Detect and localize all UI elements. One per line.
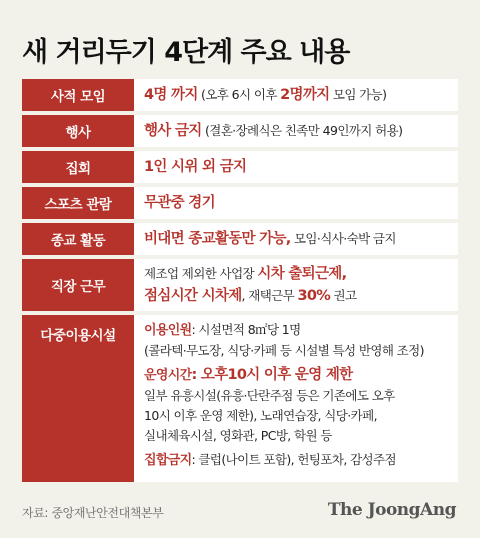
body-text: , 재택근무 <box>241 288 298 303</box>
body-text: (결혼·장례식은 친족만 49인까지 허용) <box>201 123 403 138</box>
body-text: 제조업 제외한 사업장 <box>144 266 258 281</box>
table-row-work <box>22 259 458 311</box>
row-content <box>134 151 458 183</box>
row-content <box>134 115 458 147</box>
body-text: 모임 가능) <box>329 87 387 102</box>
highlight-text: : 오후10시 이후 운영 제한 <box>191 367 353 383</box>
highlight-text: 행사 금지 <box>144 123 202 139</box>
highlight-text: 4명 까지 <box>144 87 198 103</box>
highlight-text: 30% <box>297 288 331 304</box>
table-row-rally <box>22 151 458 183</box>
row-label: 집회 <box>22 151 134 183</box>
body-text: 10시 이후 운영 제한), 노래연습장, 식당·카페, <box>144 408 377 423</box>
source-note: 자료: 중앙재난안전대책본부 <box>22 506 164 520</box>
body-text: 권고 <box>330 288 357 303</box>
body-text: (오후 6시 이후 <box>197 87 281 102</box>
table-row-religion <box>22 223 458 255</box>
highlight-text: 집합금지 <box>144 453 192 468</box>
table-row-private-gathering <box>22 79 458 111</box>
body-text: 일부 유흥시설(유흥·단란주점 등은 기존에도 오후 <box>144 388 395 403</box>
highlight-text: 무관중 경기 <box>144 195 215 211</box>
table-row-multi-use-facilities <box>22 315 458 482</box>
highlight-text: 시차 출퇴근제, <box>257 266 347 282</box>
row-label: 사적 모임 <box>22 79 134 111</box>
rules-table <box>22 79 458 486</box>
body-text: 실내체육시설, 영화관, PC방, 학원 등 <box>144 428 332 443</box>
row-label: 다중이용시설 <box>22 315 134 482</box>
highlight-text: 2명까지 <box>280 87 330 103</box>
body-text: (콜라텍·무도장, 식당·카페 등 시설별 특성 반영해 조정) <box>144 343 424 358</box>
highlight-text: 점심시간 시차제 <box>144 288 242 304</box>
row-content <box>134 259 458 311</box>
highlight-text: 비대면 종교활동만 가능, <box>144 231 291 247</box>
row-label: 스포츠 관람 <box>22 187 134 219</box>
row-content <box>134 187 458 219</box>
highlight-text: 이용인원 <box>144 323 192 338</box>
body-text: : 시설면적 8㎡당 1명 <box>191 322 301 337</box>
body-text: 모임·식사·숙박 금지 <box>290 231 396 246</box>
row-content <box>134 79 458 111</box>
row-label: 행사 <box>22 115 134 147</box>
page-title: 새 거리두기 4단계 주요 내용 <box>22 37 350 68</box>
table-row-events <box>22 115 458 147</box>
table-row-sports <box>22 187 458 219</box>
body-text: : 클럽(나이트 포함), 헌팅포차, 감성주점 <box>191 452 396 467</box>
brand-logo: The JoongAng <box>327 500 456 520</box>
row-content <box>134 223 458 255</box>
highlight-text: 운영시간 <box>144 368 192 383</box>
row-label: 직장 근무 <box>22 259 134 311</box>
highlight-text: 1인 시위 외 금지 <box>144 159 247 175</box>
row-label: 종교 활동 <box>22 223 134 255</box>
row-content <box>134 315 458 482</box>
